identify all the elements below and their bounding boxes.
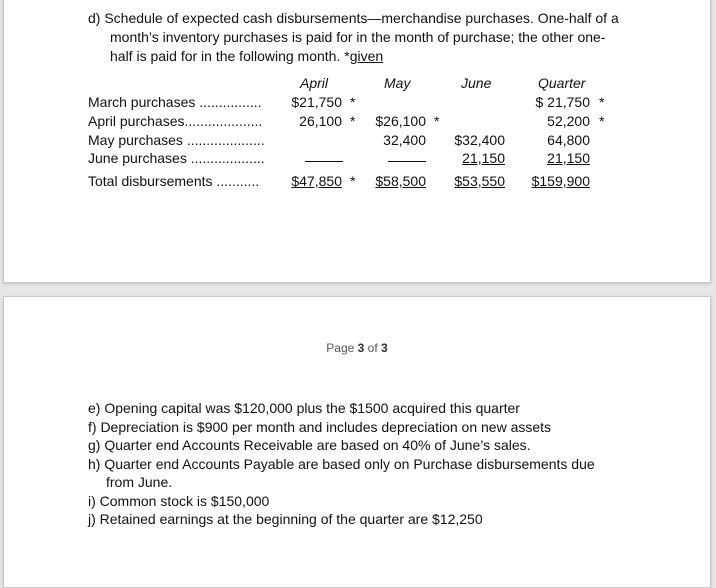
note-item: from June. <box>106 474 173 490</box>
given-note: given <box>349 48 384 64</box>
june-value: $32,400 <box>454 132 505 148</box>
header-may: May <box>384 75 411 91</box>
may-value: 32,400 <box>383 132 426 148</box>
quarter-value: $ 21,750 <box>535 94 590 110</box>
section-d-text: half is paid for in the following month. * <box>110 48 350 64</box>
total-june: $53,550 <box>454 173 505 189</box>
section-d-line-2: month’s inventory purchases is paid for in the month of purchase; the other one- <box>110 29 606 45</box>
quarter-value: 52,200 <box>547 113 590 129</box>
quarter-star: * <box>599 94 605 110</box>
note-item: j) Retained earnings at the beginning of the quarter are $12,250 <box>88 511 483 527</box>
may-star: * <box>434 113 440 129</box>
document-page-2 <box>3 0 711 283</box>
section-d-line-1: d) Schedule of expected cash disbursements—merchandise purchases. One-half of a <box>88 10 619 26</box>
april-star: * <box>350 173 356 189</box>
header-quarter: Quarter <box>538 75 586 91</box>
quarter-value: 21,150 <box>547 150 590 166</box>
april-value: 26,100 <box>299 113 342 129</box>
note-item: f) Depreciation is $900 per month and includes depreciation on new assets <box>88 419 552 435</box>
note-item: i) Common stock is $150,000 <box>88 493 270 509</box>
row-label: June purchases ................... <box>88 150 265 166</box>
may-rule <box>388 161 426 162</box>
note-item: h) Quarter end Accounts Payable are based only on Purchase disbursements due <box>88 456 595 472</box>
april-star: * <box>350 94 356 110</box>
note-item: e) Opening capital was $120,000 plus the $1500 acquired this quarter <box>88 400 520 416</box>
row-label: April purchases.................... <box>88 113 263 129</box>
total-april: $47,850 <box>291 173 342 189</box>
document-page-3 <box>3 296 711 588</box>
april-rule <box>305 161 343 162</box>
may-value: $26,100 <box>375 113 426 129</box>
april-star: * <box>350 113 356 129</box>
section-d-line-3 <box>110 47 383 65</box>
header-april: April <box>300 75 329 91</box>
quarter-star: * <box>599 113 605 129</box>
header-june: June <box>461 75 492 91</box>
total-label: Total disbursements ........... <box>88 173 260 189</box>
april-value: $21,750 <box>291 94 342 110</box>
total-may: $58,500 <box>375 173 426 189</box>
page-number: Page 3 of 3 <box>326 341 388 355</box>
quarter-value: 64,800 <box>547 132 590 148</box>
total-quarter: $159,900 <box>531 173 590 189</box>
row-label: May purchases .................... <box>88 132 265 148</box>
row-label: March purchases ................ <box>88 94 262 110</box>
june-value: 21,150 <box>462 150 505 166</box>
note-item: g) Quarter end Accounts Receivable are based on 40% of June’s sales. <box>88 437 531 453</box>
